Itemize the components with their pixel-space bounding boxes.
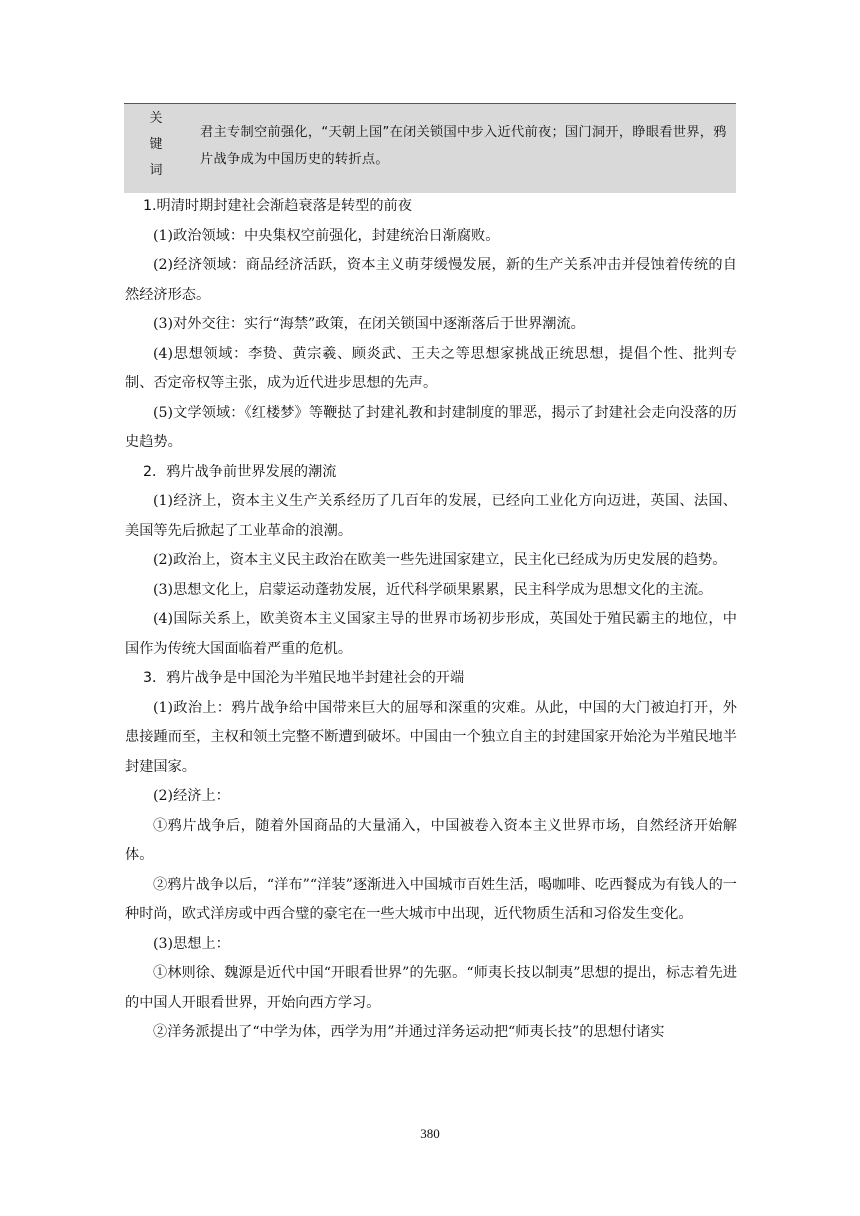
keyword-box xyxy=(124,103,736,193)
paragraph: (2)政治上，资本主义民主政治在欧美一些先进国家建立，民主化已经成为历史发展的趋势。 xyxy=(153,552,727,568)
body-content xyxy=(125,192,737,1048)
paragraph: ①鸦片战争后，随着外国商品的大量涌入，中国被卷入资本主义世界市场，自然经济开始解体。 xyxy=(125,817,737,863)
section-heading: 3．鸦片战争是中国沦为半殖民地半封建社会的开端 xyxy=(143,670,465,686)
section-heading: 2．鸦片战争前世界发展的潮流 xyxy=(143,463,337,480)
keyword-label xyxy=(144,106,168,184)
keyword-label-char: 关 xyxy=(149,111,163,126)
keyword-text: 君主专制空前强化，“天朝上国”在闭关锁国中步入近代前夜；国门洞开，睁眼看世界，鸦片战争成为中国历史的转折点。 xyxy=(200,125,727,167)
paragraph: (5)文学领域：《红楼梦》等鞭挞了封建礼教和封建制度的罪恶，揭示了封建社会走向没落的历史趋势。 xyxy=(125,404,737,450)
paragraph: (1)政治上：鸦片战争给中国带来巨大的屈辱和深重的灾难。从此，中国的大门被迫打开，外患接踵而至，主权和领土完整不断遭到破坏。中国由一个独立自主的封建国家开始沦为半殖民地半封建国家。 xyxy=(125,699,737,775)
paragraph: ②洋务派提出了“中学为体，西学为用”并通过洋务运动把“师夷长技”的思想付诸实 xyxy=(153,1024,665,1040)
paragraph: ①林则徐、魏源是近代中国“开眼看世界”的先驱。“师夷长技以制夷”思想的提出，标志着先进的中国人开眼看世界，开始向西方学习。 xyxy=(125,965,737,1011)
keyword-label-char: 词 xyxy=(149,163,163,178)
paragraph: (4)思想领域：李贽、黄宗羲、顾炎武、王夫之等思想家挑战正统思想，提倡个性、批判专制、否定帝权等主张，成为近代进步思想的先声。 xyxy=(125,345,737,391)
page-number: 380 xyxy=(420,1126,440,1141)
paragraph: (1)政治领域：中央集权空前强化，封建统治日渐腐败。 xyxy=(153,227,500,244)
paragraph: ②鸦片战争以后，“洋布”“洋装”逐渐进入中国城市百姓生活，喝咖啡、吃西餐成为有钱人的一种时尚，欧式洋房或中西合璧的豪宅在一些大城市中出现，近代物质生活和习俗发生变化。 xyxy=(125,876,737,922)
paragraph: (2)经济上： xyxy=(153,788,230,804)
paragraph: (2)经济领域：商品经济活跃，资本主义萌芽缓慢发展，新的生产关系冲击并侵蚀着传统的自然经济形态。 xyxy=(125,257,737,303)
paragraph: (4)国际关系上，欧美资本主义国家主导的世界市场初步形成，英国处于殖民霸主的地位，中国作为传统大国面临着严重的危机。 xyxy=(125,611,737,657)
paragraph: (1)经济上，资本主义生产关系经历了几百年的发展，已经向工业化方向迈进，英国、法国、美国等先后掀起了工业革命的浪潮。 xyxy=(125,493,737,539)
paragraph: (3)思想文化上，启蒙运动蓬勃发展，近代科学硕果累累，民主科学成为思想文化的主流。 xyxy=(153,581,713,598)
paragraph: (3)对外交往：实行“海禁”政策，在闭关锁国中逐渐落后于世界潮流。 xyxy=(153,316,585,332)
paragraph: (3)思想上： xyxy=(153,935,230,952)
keyword-label-char: 键 xyxy=(149,137,163,152)
section-heading: 1.明清时期封建社会渐趋衰落是转型的前夜 xyxy=(143,198,412,214)
